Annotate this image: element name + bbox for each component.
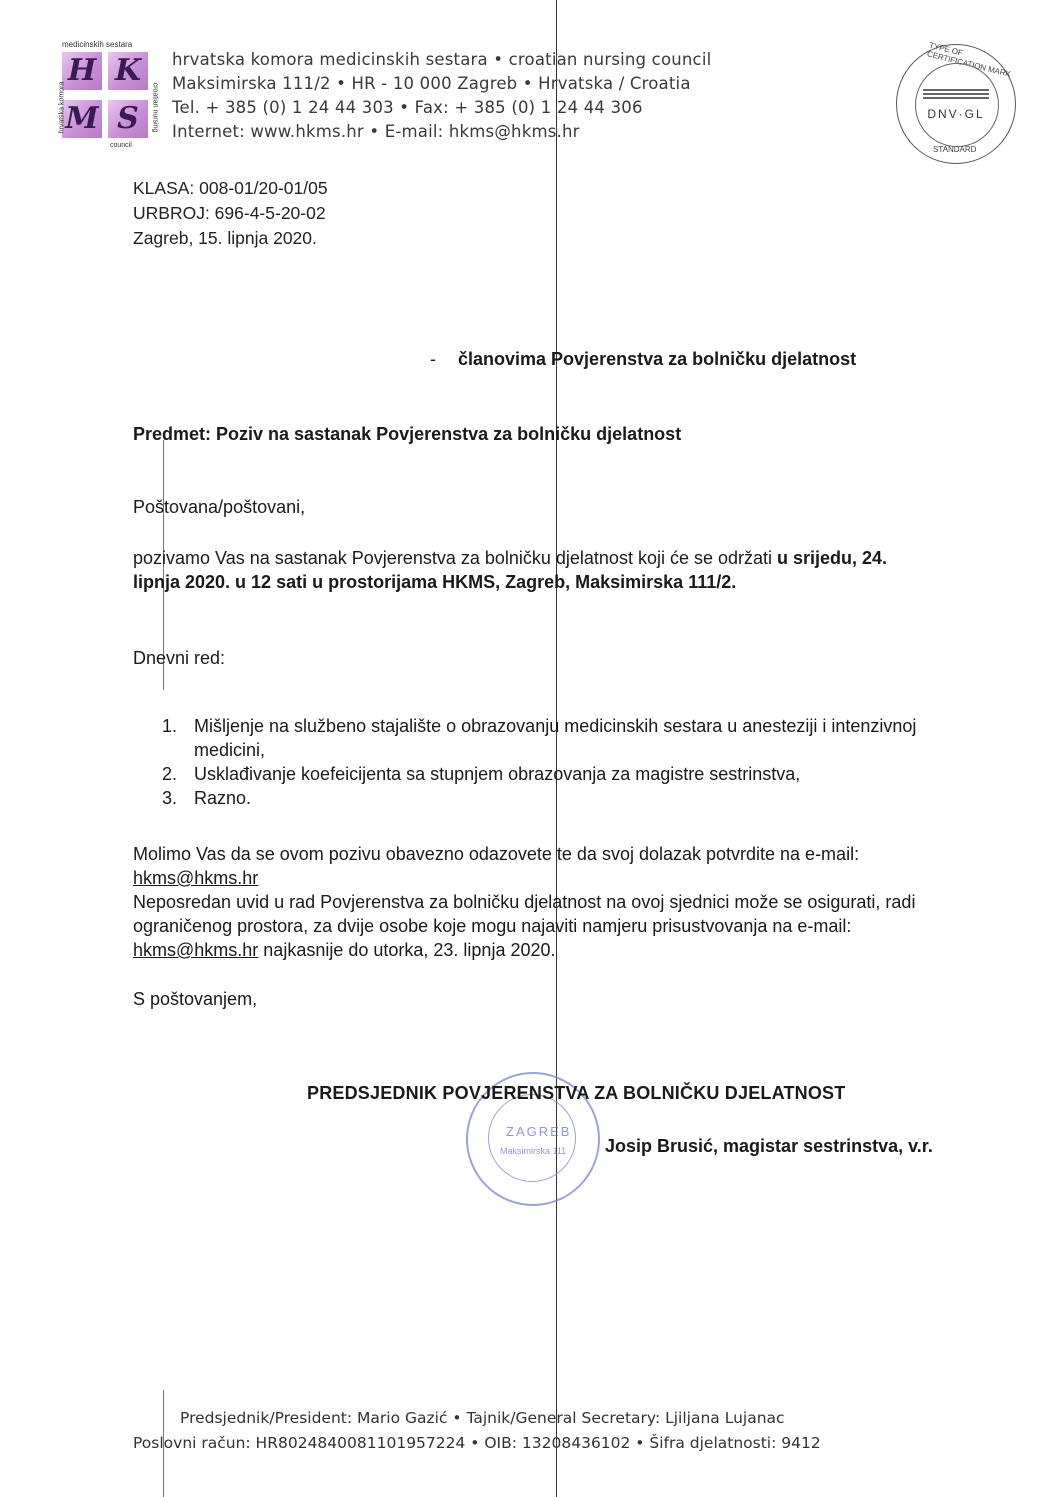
- stamp-address: Maksimirska 111: [500, 1146, 567, 1156]
- email-link-confirm[interactable]: hkms@hkms.hr: [133, 868, 259, 888]
- email-link-attendance[interactable]: hkms@hkms.hr: [133, 940, 259, 960]
- footer: [133, 1406, 821, 1456]
- agenda-number: 3.: [162, 788, 178, 808]
- letterhead-web-email: Internet: www.hkms.hr • E-mail: hkms@hkms.hr: [172, 122, 580, 141]
- letterhead-phone-fax: Tel. + 385 (0) 1 24 44 303 • Fax: + 385 (0) 1 24 44 306: [172, 98, 643, 117]
- confirm-text: Molimo Vas da se ovom pozivu obavezno odazovete te da svoj dolazak potvrdite na e-mail:: [133, 844, 860, 864]
- klasa: KLASA: 008-01/20-01/05: [133, 178, 328, 198]
- invitation-text: pozivamo Vas na sastanak Povjerenstva za bolničku djelatnost koji će se održati: [133, 548, 778, 568]
- letter-date: Zagreb, 15. lipnja 2020.: [133, 228, 317, 248]
- logo-right-text: croatian nursing: [151, 82, 159, 133]
- regards: S poštovanjem,: [133, 989, 258, 1009]
- logo-letter-k: K: [108, 52, 148, 90]
- subject-line: Predmet: Poziv na sastanak Povjerenstva za bolničku djelatnost: [133, 424, 682, 444]
- invitation-paragraph: [133, 546, 933, 594]
- closing-paragraph: [133, 842, 933, 962]
- agenda-list: [162, 714, 964, 810]
- recipient-text: članovima Povjerenstva za bolničku djelatnost: [458, 349, 857, 369]
- recipient-dash: -: [430, 349, 436, 369]
- logo-top-text: medicinskih sestara: [62, 40, 133, 49]
- recipient: [430, 349, 856, 370]
- agenda-number: 2.: [162, 764, 178, 784]
- letterhead-org-name: hrvatska komora medicinskih sestara • croatian nursing council: [172, 50, 712, 69]
- agenda-number: 1.: [162, 716, 178, 736]
- certification-mark: [896, 40, 1016, 164]
- logo-letter-s: S: [108, 100, 148, 138]
- logo-letter-h: H: [62, 52, 102, 90]
- invitation-details: u srijedu, 24. lipnja 2020. u 12 sati u prostorijama HKMS, Zagreb, Maksimirska 111/2.: [133, 548, 888, 592]
- logo-bottom-text: council: [110, 142, 132, 149]
- agenda-text: Usklađivanje koefeicijenta sa stupnjem obrazovanja za magistre sestrinstva,: [194, 764, 801, 784]
- footer-bank-info: Poslovni račun: HR8024840081101957224 • OIB: 13208436102 • Šifra djelatnosti: 9412: [133, 1434, 821, 1452]
- letterhead-address: Maksimirska 111/2 • HR - 10 000 Zagreb • Hrvatska / Croatia: [172, 74, 691, 93]
- logo-left-text: hrvatska komora: [58, 81, 66, 134]
- deadline-text: najkasnije do utorka, 23. lipnja 2020.: [258, 940, 556, 960]
- signature-name: Josip Brusić, magistar sestrinstva, v.r.: [605, 1136, 933, 1156]
- logo-letter-m: M: [62, 100, 102, 138]
- reference-block: [133, 176, 328, 251]
- cert-inner-ring: [915, 63, 999, 147]
- agenda-text: Razno.: [194, 788, 252, 808]
- cert-bottom-text: STANDARD: [933, 145, 977, 154]
- footer-officers: Predsjednik/President: Mario Gazić • Tajnik/General Secretary: Ljiljana Lujanac: [180, 1409, 785, 1427]
- agenda-text: Mišljenje na službeno stajalište o obrazovanju medicinskih sestara u anesteziji i intenzivnoj medicini,: [194, 716, 917, 760]
- list-item: [162, 786, 964, 810]
- cert-top-text: TYPE OF CERTIFICATION MARK: [926, 40, 1012, 79]
- agenda-label: Dnevni red:: [133, 648, 226, 668]
- list-item: [162, 714, 964, 762]
- attendance-text: Neposredan uvid u rad Povjerenstva za bolničku djelatnost na ovoj sjednici može se osigurati, radi ograničenog prostora, za dvije osobe koje mogu najaviti namjeru prisustvovanja na e-mail:: [133, 892, 916, 936]
- signature-title: PREDSJEDNIK POVJERENSTVA ZA BOLNIČKU DJELATNOST: [307, 1083, 846, 1103]
- cert-bars-icon: [923, 87, 989, 99]
- stamp-city: ZAGREB: [506, 1124, 572, 1139]
- cert-dnv-label: DNV·GL: [927, 107, 985, 121]
- greeting: Poštovana/poštovani,: [133, 497, 306, 517]
- hkms-logo: [48, 40, 160, 152]
- urbroj: URBROJ: 696-4-5-20-02: [133, 203, 326, 223]
- letterhead-text: [172, 48, 711, 144]
- list-item: [162, 762, 964, 786]
